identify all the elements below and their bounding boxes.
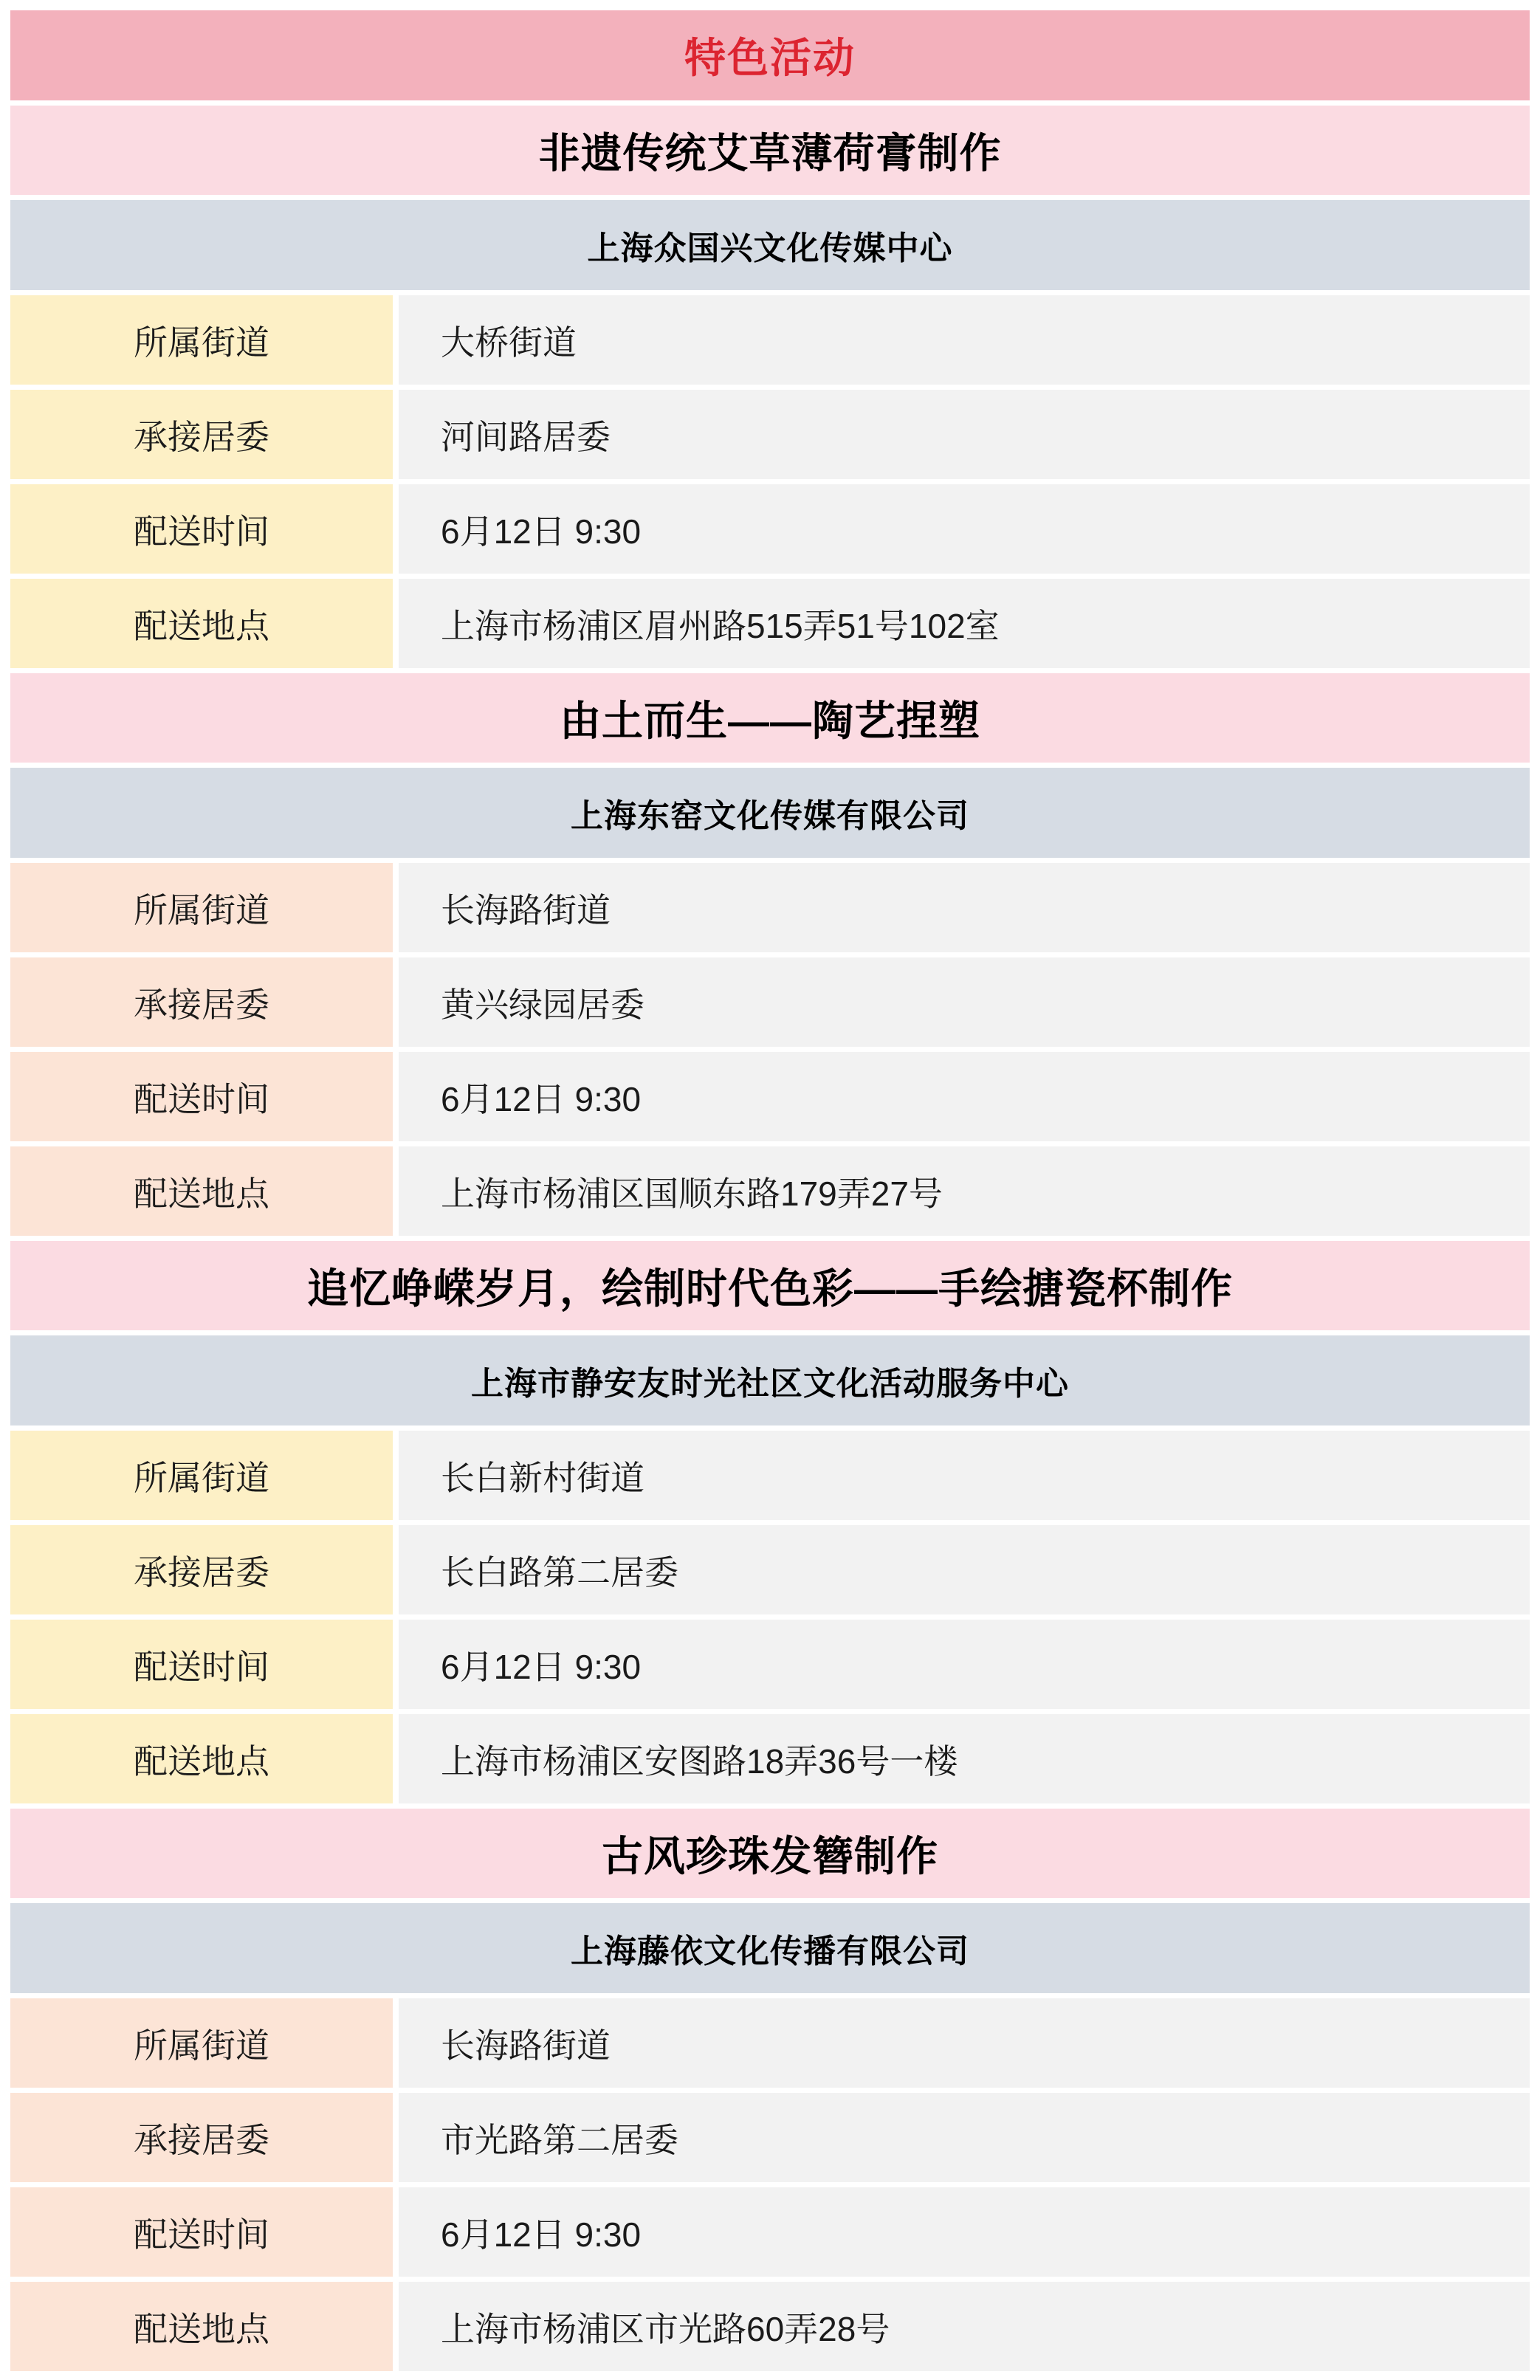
- table-row: [10, 1620, 1530, 1709]
- page-title: 特色活动: [684, 35, 856, 81]
- field-value: 长白路第二居委: [399, 1525, 1530, 1614]
- column-divider: [393, 1052, 399, 1141]
- column-divider: [393, 2093, 399, 2182]
- activity-section: [10, 106, 1530, 668]
- column-divider: [393, 2282, 399, 2371]
- field-value: 上海市杨浦区眉州路515弄51号102室: [399, 579, 1530, 668]
- field-label: 配送时间: [10, 1052, 393, 1141]
- field-value: 长海路街道: [399, 1998, 1530, 2088]
- table-row: [10, 484, 1530, 574]
- field-value: 6月12日 9:30: [399, 1052, 1530, 1141]
- field-value: 6月12日 9:30: [399, 484, 1530, 574]
- column-divider: [393, 295, 399, 385]
- activity-title: 追忆峥嵘岁月，绘制时代色彩——手绘搪瓷杯制作: [307, 1265, 1233, 1312]
- page-banner: [10, 10, 1530, 100]
- column-divider: [393, 1431, 399, 1520]
- activity-title-row: [10, 1241, 1530, 1330]
- organizer-name: 上海市静安友时光社区文化活动服务中心: [471, 1366, 1069, 1402]
- field-value: 长白新村街道: [399, 1431, 1530, 1520]
- table-row: [10, 1052, 1530, 1141]
- organizer-row: [10, 1903, 1530, 1993]
- field-label: 配送地点: [10, 1146, 393, 1236]
- field-label: 承接居委: [10, 957, 393, 1047]
- field-value: 长海路街道: [399, 863, 1530, 952]
- field-value: 上海市杨浦区国顺东路179弄27号: [399, 1146, 1530, 1236]
- activity-title-row: [10, 673, 1530, 763]
- field-label: 配送地点: [10, 2282, 393, 2371]
- table-row: [10, 1146, 1530, 1236]
- field-label: 承接居委: [10, 1525, 393, 1614]
- field-label: 承接居委: [10, 390, 393, 479]
- table-row: [10, 863, 1530, 952]
- table-row: [10, 1998, 1530, 2088]
- field-label: 配送地点: [10, 579, 393, 668]
- column-divider: [393, 863, 399, 952]
- column-divider: [393, 1714, 399, 1803]
- field-label: 所属街道: [10, 1431, 393, 1520]
- column-divider: [393, 1525, 399, 1614]
- column-divider: [393, 484, 399, 574]
- table-row: [10, 2093, 1530, 2182]
- table-row: [10, 1525, 1530, 1614]
- column-divider: [393, 579, 399, 668]
- field-label: 配送时间: [10, 484, 393, 574]
- column-divider: [393, 390, 399, 479]
- table-row: [10, 2187, 1530, 2277]
- activity-title-row: [10, 106, 1530, 195]
- table-row: [10, 1431, 1530, 1520]
- activity-title: 由土而生——陶艺捏塑: [560, 697, 980, 744]
- organizer-name: 上海藤依文化传播有限公司: [571, 1933, 969, 1970]
- field-value: 6月12日 9:30: [399, 2187, 1530, 2277]
- field-label: 承接居委: [10, 2093, 393, 2182]
- field-value: 黄兴绿园居委: [399, 957, 1530, 1047]
- organizer-row: [10, 200, 1530, 290]
- activity-section: [10, 673, 1530, 1236]
- column-divider: [393, 1146, 399, 1236]
- table-row: [10, 579, 1530, 668]
- organizer-row: [10, 768, 1530, 858]
- field-value: 河间路居委: [399, 390, 1530, 479]
- organizer-row: [10, 1335, 1530, 1425]
- organizer-name: 上海众国兴文化传媒中心: [587, 230, 953, 266]
- field-label: 配送时间: [10, 1620, 393, 1709]
- column-divider: [393, 1998, 399, 2088]
- table-row: [10, 390, 1530, 479]
- activity-section: [10, 1809, 1530, 2371]
- table-row: [10, 2282, 1530, 2371]
- field-label: 配送地点: [10, 1714, 393, 1803]
- field-label: 所属街道: [10, 863, 393, 952]
- field-value: 6月12日 9:30: [399, 1620, 1530, 1709]
- activity-title: 古风珍珠发簪制作: [602, 1832, 938, 1879]
- field-value: 上海市杨浦区安图路18弄36号一楼: [399, 1714, 1530, 1803]
- activity-title: 非遗传统艾草薄荷膏制作: [538, 129, 1002, 176]
- activity-title-row: [10, 1809, 1530, 1898]
- activity-section: [10, 1241, 1530, 1803]
- organizer-name: 上海东窑文化传媒有限公司: [571, 798, 969, 834]
- field-value: 大桥街道: [399, 295, 1530, 385]
- column-divider: [393, 2187, 399, 2277]
- table-row: [10, 295, 1530, 385]
- field-value: 市光路第二居委: [399, 2093, 1530, 2182]
- table-row: [10, 957, 1530, 1047]
- field-value: 上海市杨浦区市光路60弄28号: [399, 2282, 1530, 2371]
- field-label: 所属街道: [10, 295, 393, 385]
- table-row: [10, 1714, 1530, 1803]
- field-label: 所属街道: [10, 1998, 393, 2088]
- field-label: 配送时间: [10, 2187, 393, 2277]
- column-divider: [393, 1620, 399, 1709]
- column-divider: [393, 957, 399, 1047]
